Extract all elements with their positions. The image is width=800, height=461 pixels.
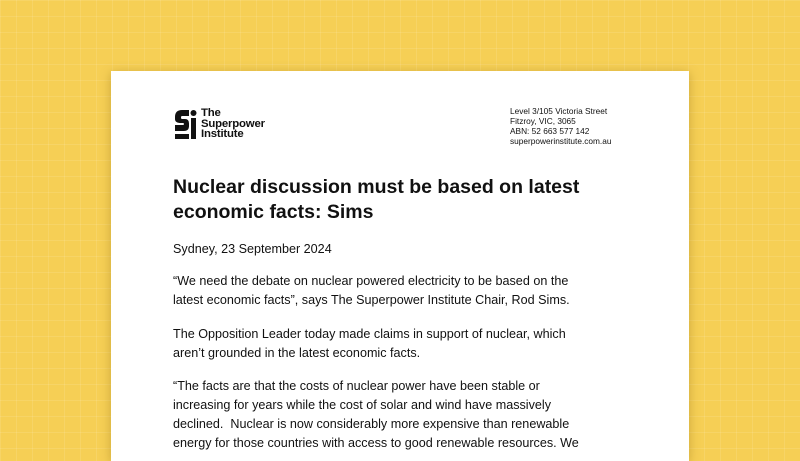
logo-wordmark <box>201 108 265 140</box>
address-street: Level 3/105 Victoria Street <box>510 106 608 116</box>
address-abn: ABN: 52 663 577 142 <box>510 126 590 136</box>
address-city: Fitzroy, VIC, 3065 <box>510 116 576 126</box>
paragraph-line: “We need the debate on nuclear powered electricity to be based on the <box>173 274 569 288</box>
logo-line: The <box>201 107 221 119</box>
paragraph-line: latest economic facts”, says The Superpower Institute Chair, Rod Sims. <box>173 293 570 307</box>
organisation-address <box>510 106 611 146</box>
document-title <box>173 175 593 225</box>
paragraph-line: “The facts are that the costs of nuclear power have been stable or <box>173 379 540 393</box>
dateline: Sydney, 23 September 2024 <box>173 242 332 256</box>
paragraph-line: declined. Nuclear is now considerably more expensive than renewable <box>173 417 570 431</box>
superpower-institute-logo-icon <box>173 108 197 140</box>
paragraph-line: energy for those countries with access to good renewable resources. We <box>173 436 579 450</box>
logo-line: Superpower <box>201 117 265 130</box>
paragraph-line: aren’t grounded in the latest economic facts. <box>173 346 421 360</box>
logo-line: Institute <box>201 128 244 140</box>
title-line: Nuclear discussion must be based on latest <box>173 176 580 198</box>
title-line: economic facts: Sims <box>173 201 374 223</box>
body-paragraph <box>173 377 579 453</box>
press-release-document <box>111 71 689 461</box>
organisation-logo <box>173 108 283 142</box>
body-paragraph <box>173 272 570 310</box>
paragraph-line: increasing for years while the cost of solar and wind have massively <box>173 398 551 412</box>
body-paragraph <box>173 325 566 363</box>
address-website: superpowerinstitute.com.au <box>510 136 612 146</box>
paragraph-line: The Opposition Leader today made claims in support of nuclear, which <box>173 327 566 341</box>
